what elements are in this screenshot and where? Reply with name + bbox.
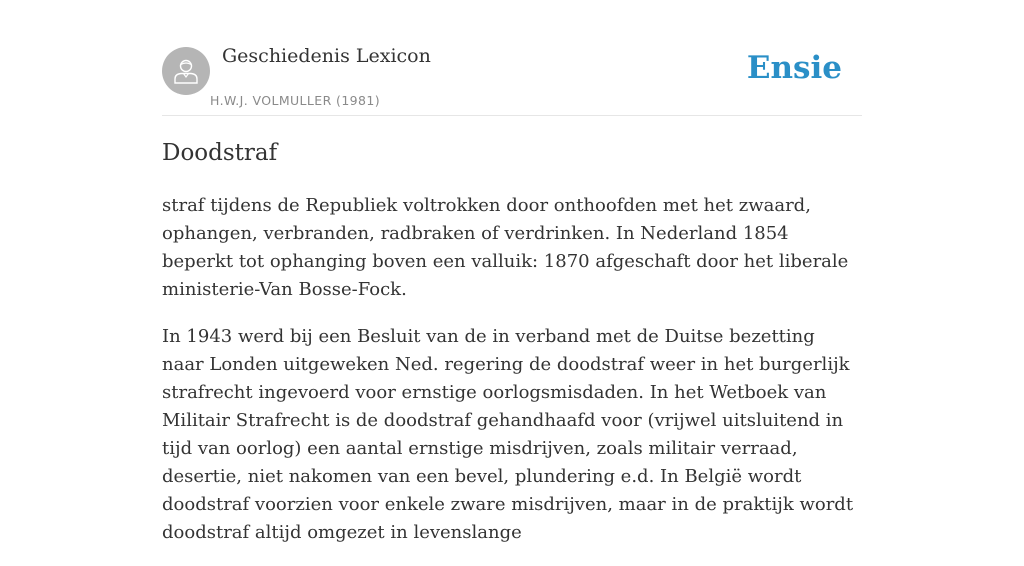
paragraph: straf tijdens de Republiek voltrokken door onthoofden met het zwaard, ophangen, verbranden, radbraken of verdrinken. In Nederland 1854 beperkt tot ophanging boven een valluik: 1870 afgeschaft door het liberale ministerie-Van Bosse-Fock. xyxy=(162,195,849,300)
book-title[interactable]: Geschiedenis Lexicon xyxy=(222,45,431,67)
entry-title: Doodstraf xyxy=(162,140,278,166)
user-icon xyxy=(170,55,202,87)
avatar[interactable] xyxy=(162,47,210,95)
author-label[interactable]: H.W.J. VOLMULLER (1981) xyxy=(210,93,381,108)
entry-content xyxy=(162,192,862,566)
paragraph: In 1943 werd bij een Besluit van de in verband met de Duitse bezetting naar Londen uitgeweken Ned. regering de doodstraf weer in het burgerlijk strafrecht ingevoerd voor ernstige oorlogsmisdaden. In het Wetboek van Militair Strafrecht is de doodstraf gehandhaafd voor (vrijwel uitsluitend in tijd van oorlog) een aantal ernstige misdrijven, zoals militair verraad, desertie, niet nakomen van een bevel, plundering e.d. In België wordt doodstraf voorzien voor enkele zware misdrijven, maar in de praktijk wordt doodstraf altijd omgezet in levenslange xyxy=(162,326,854,543)
ensie-logo[interactable]: Ensie xyxy=(746,50,842,86)
header xyxy=(162,0,862,116)
article-container xyxy=(162,0,862,543)
